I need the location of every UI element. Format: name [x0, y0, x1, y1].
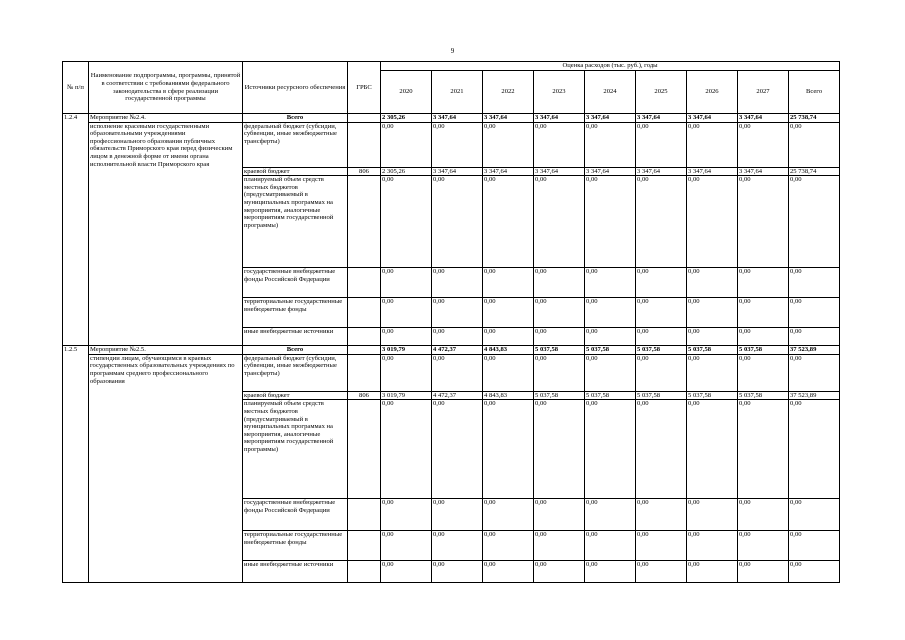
- value-cell: 0,00: [432, 268, 483, 298]
- value-cell: 5 037,58: [738, 346, 789, 355]
- value-cell: 0,00: [636, 531, 687, 561]
- grbs-cell: [348, 328, 381, 346]
- value-cell: 0,00: [381, 531, 432, 561]
- grbs-cell: 806: [348, 167, 381, 176]
- source-extrabudget: государственные внебюджетные фонды Российской Федерации: [243, 499, 348, 531]
- value-cell: 4 843,83: [483, 346, 534, 355]
- value-cell: 2 305,26: [381, 114, 432, 123]
- value-cell: 5 037,58: [687, 346, 738, 355]
- value-cell: 4 472,37: [432, 346, 483, 355]
- year-header: 2026: [687, 71, 738, 114]
- value-cell: 0,00: [432, 328, 483, 346]
- value-cell: 0,00: [381, 328, 432, 346]
- value-cell: 0,00: [432, 531, 483, 561]
- value-cell: 0,00: [738, 499, 789, 531]
- value-cell: 0,00: [636, 176, 687, 268]
- table-row-total: [63, 114, 840, 123]
- grbs-cell: [348, 298, 381, 328]
- budget-table: [62, 61, 840, 583]
- value-cell: 0,00: [534, 268, 585, 298]
- value-cell: 0,00: [483, 561, 534, 583]
- year-header: 2023: [534, 71, 585, 114]
- value-cell: 0,00: [585, 499, 636, 531]
- value-cell: 0,00: [483, 354, 534, 391]
- value-cell: 0,00: [687, 122, 738, 167]
- value-cell: 0,00: [789, 298, 840, 328]
- value-cell: 5 037,58: [534, 346, 585, 355]
- value-cell: 37 523,89: [789, 346, 840, 355]
- value-cell: 0,00: [534, 328, 585, 346]
- table-row-total: [63, 346, 840, 355]
- value-cell: 0,00: [585, 176, 636, 268]
- year-header: Всего: [789, 71, 840, 114]
- value-cell: 0,00: [789, 122, 840, 167]
- year-header: 2024: [585, 71, 636, 114]
- value-cell: 0,00: [534, 122, 585, 167]
- value-cell: 0,00: [432, 298, 483, 328]
- value-cell: 0,00: [687, 298, 738, 328]
- value-cell: 0,00: [483, 328, 534, 346]
- value-cell: 0,00: [789, 268, 840, 298]
- value-cell: 3 347,64: [432, 114, 483, 123]
- value-cell: 0,00: [687, 561, 738, 583]
- value-cell: 0,00: [534, 499, 585, 531]
- source-local: планируемый объем средств местных бюджетов (предусматриваемый в муниципальных программах на мероприятия, аналогичные мероприятиям государственной программы): [243, 176, 348, 268]
- value-cell: 0,00: [585, 298, 636, 328]
- value-cell: 3 347,64: [534, 114, 585, 123]
- source-territorial: территориальные государственные внебюджетные фонды: [243, 531, 348, 561]
- row-number: 1.2.5: [63, 346, 89, 583]
- grbs-cell: [348, 400, 381, 499]
- source-regional: краевой бюджет: [243, 167, 348, 176]
- value-cell: 0,00: [789, 561, 840, 583]
- grbs-cell: 806: [348, 391, 381, 400]
- value-cell: 25 738,74: [789, 114, 840, 123]
- header-grbs: ГРБС: [348, 62, 381, 114]
- value-cell: 0,00: [483, 122, 534, 167]
- grbs-cell: [348, 499, 381, 531]
- value-cell: 0,00: [687, 400, 738, 499]
- grbs-cell: [348, 354, 381, 391]
- grbs-cell: [348, 531, 381, 561]
- value-cell: 0,00: [789, 354, 840, 391]
- value-cell: 3 347,64: [738, 114, 789, 123]
- measure-title: Мероприятие №2.4.: [89, 114, 243, 123]
- value-cell: 0,00: [483, 268, 534, 298]
- value-cell: 0,00: [483, 499, 534, 531]
- year-header: 2020: [381, 71, 432, 114]
- value-cell: 5 037,58: [636, 391, 687, 400]
- value-cell: 0,00: [687, 531, 738, 561]
- grbs-cell: [348, 114, 381, 123]
- value-cell: 0,00: [636, 122, 687, 167]
- table-row-federal: [63, 122, 840, 167]
- value-cell: 0,00: [381, 176, 432, 268]
- value-cell: 0,00: [381, 499, 432, 531]
- value-cell: 0,00: [738, 122, 789, 167]
- value-cell: 0,00: [738, 298, 789, 328]
- year-header: 2022: [483, 71, 534, 114]
- value-cell: 0,00: [687, 268, 738, 298]
- grbs-cell: [348, 346, 381, 355]
- value-cell: 25 738,74: [789, 167, 840, 176]
- value-cell: 0,00: [534, 354, 585, 391]
- value-cell: 0,00: [738, 400, 789, 499]
- value-cell: 0,00: [585, 122, 636, 167]
- value-cell: 0,00: [738, 176, 789, 268]
- value-cell: 0,00: [789, 400, 840, 499]
- value-cell: 4 843,83: [483, 391, 534, 400]
- value-cell: 0,00: [534, 531, 585, 561]
- value-cell: 0,00: [534, 400, 585, 499]
- value-cell: 0,00: [483, 176, 534, 268]
- value-cell: 5 037,58: [534, 391, 585, 400]
- value-cell: 5 037,58: [585, 346, 636, 355]
- source-federal: федеральный бюджет (субсидии, субвенции, иные межбюджетные трансферты): [243, 122, 348, 167]
- source-federal: федеральный бюджет (субсидии, субвенции, иные межбюджетные трансферты): [243, 354, 348, 391]
- grbs-cell: [348, 122, 381, 167]
- value-cell: 0,00: [687, 354, 738, 391]
- value-cell: 0,00: [534, 298, 585, 328]
- value-cell: 0,00: [483, 298, 534, 328]
- source-other: иные внебюджетные источники: [243, 561, 348, 583]
- value-cell: 0,00: [585, 561, 636, 583]
- value-cell: 5 037,58: [585, 391, 636, 400]
- source-total: Всего: [243, 346, 348, 355]
- value-cell: 0,00: [636, 499, 687, 531]
- value-cell: 0,00: [636, 298, 687, 328]
- value-cell: 0,00: [585, 268, 636, 298]
- value-cell: 0,00: [483, 531, 534, 561]
- value-cell: 3 347,64: [432, 167, 483, 176]
- value-cell: 3 019,79: [381, 391, 432, 400]
- value-cell: 0,00: [687, 499, 738, 531]
- measure-title: Мероприятие №2.5.: [89, 346, 243, 355]
- value-cell: 3 019,79: [381, 346, 432, 355]
- value-cell: 0,00: [738, 531, 789, 561]
- value-cell: 5 037,58: [738, 391, 789, 400]
- value-cell: 0,00: [381, 298, 432, 328]
- value-cell: 3 347,64: [687, 114, 738, 123]
- header-source: Источники ресурсного обеспечения: [243, 62, 348, 114]
- header-name: Наименование подпрограммы, программы, принятой в соответствии с требованиями федерального законодательства в сфере реализации государственной программы: [89, 62, 243, 114]
- value-cell: 0,00: [687, 328, 738, 346]
- value-cell: 0,00: [534, 561, 585, 583]
- value-cell: 0,00: [432, 354, 483, 391]
- value-cell: 0,00: [738, 561, 789, 583]
- value-cell: 2 305,26: [381, 167, 432, 176]
- value-cell: 0,00: [789, 176, 840, 268]
- value-cell: 0,00: [585, 328, 636, 346]
- grbs-cell: [348, 176, 381, 268]
- value-cell: 3 347,64: [483, 114, 534, 123]
- source-extrabudget: государственные внебюджетные фонды Российской Федерации: [243, 268, 348, 298]
- value-cell: 0,00: [381, 561, 432, 583]
- value-cell: 0,00: [738, 328, 789, 346]
- year-header: 2021: [432, 71, 483, 114]
- value-cell: 0,00: [636, 328, 687, 346]
- value-cell: 0,00: [636, 354, 687, 391]
- measure-description: стипендии лицам, обучающимся в краевых государственных образовательных учреждениях по программам среднего профессионального образования: [89, 354, 243, 583]
- value-cell: 0,00: [432, 400, 483, 499]
- value-cell: 3 347,64: [585, 114, 636, 123]
- value-cell: 3 347,64: [585, 167, 636, 176]
- grbs-cell: [348, 268, 381, 298]
- value-cell: 3 347,64: [483, 167, 534, 176]
- value-cell: 0,00: [738, 268, 789, 298]
- value-cell: 0,00: [432, 122, 483, 167]
- value-cell: 3 347,64: [636, 167, 687, 176]
- value-cell: 0,00: [483, 400, 534, 499]
- header-num: № п/п: [63, 62, 89, 114]
- value-cell: 3 347,64: [534, 167, 585, 176]
- grbs-cell: [348, 561, 381, 583]
- table-row-federal: [63, 354, 840, 391]
- value-cell: 3 347,64: [687, 167, 738, 176]
- header-estimate: Оценка расходов (тыс. руб.), годы: [381, 62, 840, 71]
- page-number: 9: [450, 47, 455, 55]
- value-cell: 0,00: [789, 499, 840, 531]
- value-cell: 0,00: [585, 400, 636, 499]
- value-cell: 0,00: [789, 328, 840, 346]
- value-cell: 0,00: [738, 354, 789, 391]
- source-total: Всего: [243, 114, 348, 123]
- value-cell: 0,00: [432, 176, 483, 268]
- value-cell: 4 472,37: [432, 391, 483, 400]
- source-local: планируемый объем средств местных бюджетов (предусматриваемый в муниципальных программах на мероприятия, аналогичные мероприятиям государственной программы): [243, 400, 348, 499]
- value-cell: 0,00: [636, 268, 687, 298]
- value-cell: 0,00: [381, 122, 432, 167]
- year-header: 2027: [738, 71, 789, 114]
- value-cell: 0,00: [432, 561, 483, 583]
- source-regional: краевой бюджет: [243, 391, 348, 400]
- value-cell: 0,00: [789, 531, 840, 561]
- source-territorial: территориальные государственные внебюджетные фонды: [243, 298, 348, 328]
- value-cell: 0,00: [687, 176, 738, 268]
- value-cell: 37 523,89: [789, 391, 840, 400]
- value-cell: 3 347,64: [738, 167, 789, 176]
- value-cell: 0,00: [381, 400, 432, 499]
- value-cell: 0,00: [381, 268, 432, 298]
- measure-description: исполнение красевыми государственными образовательными учреждениями профессионального образования публичных обязательств Приморского края перед физическим лицом в денежной форме от имени органа исполнительной власти Приморского края: [89, 122, 243, 346]
- value-cell: 0,00: [585, 531, 636, 561]
- row-number: 1.2.4: [63, 114, 89, 346]
- value-cell: 0,00: [585, 354, 636, 391]
- value-cell: 0,00: [381, 354, 432, 391]
- value-cell: 3 347,64: [636, 114, 687, 123]
- year-header: 2025: [636, 71, 687, 114]
- value-cell: 0,00: [534, 176, 585, 268]
- value-cell: 5 037,58: [687, 391, 738, 400]
- value-cell: 0,00: [636, 400, 687, 499]
- source-other: иные внебюджетные источники: [243, 328, 348, 346]
- value-cell: 5 037,58: [636, 346, 687, 355]
- value-cell: 0,00: [636, 561, 687, 583]
- value-cell: 0,00: [432, 499, 483, 531]
